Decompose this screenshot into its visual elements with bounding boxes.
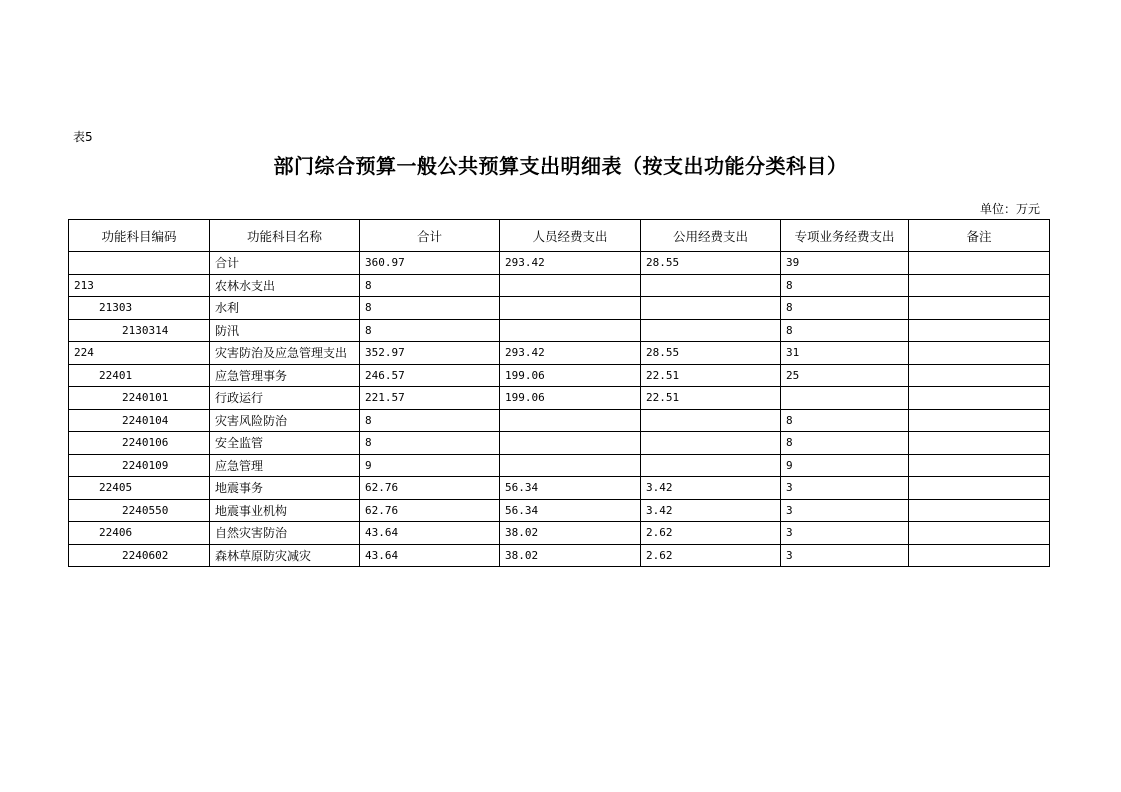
cell-public: 2.62 [641, 544, 781, 567]
cell-personnel [500, 432, 641, 455]
cell-project: 8 [781, 409, 909, 432]
cell-code: 2240602 [69, 544, 210, 567]
cell-personnel [500, 319, 641, 342]
cell-total: 43.64 [360, 522, 500, 545]
table-row [69, 477, 1050, 500]
cell-total: 8 [360, 319, 500, 342]
cell-code: 2240101 [69, 387, 210, 410]
cell-project: 39 [781, 252, 909, 275]
cell-code: 21303 [69, 297, 210, 320]
cell-code: 213 [69, 274, 210, 297]
table-header-row [69, 220, 1050, 252]
cell-public: 3.42 [641, 499, 781, 522]
cell-total: 246.57 [360, 364, 500, 387]
cell-total: 8 [360, 409, 500, 432]
table-number: 表5 [73, 130, 93, 144]
cell-note [909, 297, 1050, 320]
cell-name: 地震事务 [210, 477, 360, 500]
table-row [69, 297, 1050, 320]
cell-name: 应急管理 [210, 454, 360, 477]
cell-total: 360.97 [360, 252, 500, 275]
cell-personnel: 293.42 [500, 342, 641, 365]
cell-note [909, 409, 1050, 432]
cell-project: 31 [781, 342, 909, 365]
cell-name: 防汛 [210, 319, 360, 342]
table-row [69, 274, 1050, 297]
cell-project: 3 [781, 522, 909, 545]
cell-personnel: 293.42 [500, 252, 641, 275]
cell-project: 3 [781, 544, 909, 567]
cell-public [641, 454, 781, 477]
header-name: 功能科目名称 [210, 220, 360, 252]
cell-code: 2130314 [69, 319, 210, 342]
cell-project: 8 [781, 432, 909, 455]
cell-public [641, 319, 781, 342]
header-total: 合计 [360, 220, 500, 252]
table-row [69, 499, 1050, 522]
header-project: 专项业务经费支出 [781, 220, 909, 252]
unit-label: 单位：万元 [979, 202, 1040, 216]
cell-public: 28.55 [641, 252, 781, 275]
cell-note [909, 274, 1050, 297]
header-note: 备注 [909, 220, 1050, 252]
cell-note [909, 387, 1050, 410]
cell-personnel [500, 454, 641, 477]
cell-personnel [500, 409, 641, 432]
expenditure-detail-table [68, 219, 1050, 567]
cell-project: 3 [781, 477, 909, 500]
cell-name: 合计 [210, 252, 360, 275]
cell-project: 3 [781, 499, 909, 522]
table-row [69, 364, 1050, 387]
cell-personnel: 38.02 [500, 522, 641, 545]
cell-project [781, 387, 909, 410]
cell-public [641, 409, 781, 432]
header-code: 功能科目编码 [69, 220, 210, 252]
cell-name: 水利 [210, 297, 360, 320]
cell-total: 43.64 [360, 544, 500, 567]
cell-personnel: 199.06 [500, 387, 641, 410]
table-row [69, 319, 1050, 342]
cell-code: 22405 [69, 477, 210, 500]
cell-project: 8 [781, 274, 909, 297]
cell-code: 2240550 [69, 499, 210, 522]
cell-note [909, 522, 1050, 545]
cell-code [69, 252, 210, 275]
cell-public [641, 274, 781, 297]
cell-code: 2240109 [69, 454, 210, 477]
header-personnel: 人员经费支出 [500, 220, 641, 252]
cell-name: 应急管理事务 [210, 364, 360, 387]
table-row [69, 342, 1050, 365]
cell-note [909, 319, 1050, 342]
cell-public: 22.51 [641, 387, 781, 410]
cell-project: 25 [781, 364, 909, 387]
cell-project: 8 [781, 297, 909, 320]
cell-name: 灾害防治及应急管理支出 [210, 342, 360, 365]
page-title: 部门综合预算一般公共预算支出明细表（按支出功能分类科目） [273, 154, 848, 178]
table-row [69, 522, 1050, 545]
cell-note [909, 544, 1050, 567]
cell-total: 8 [360, 274, 500, 297]
cell-name: 森林草原防灾减灾 [210, 544, 360, 567]
cell-personnel [500, 274, 641, 297]
cell-name: 地震事业机构 [210, 499, 360, 522]
cell-code: 22401 [69, 364, 210, 387]
cell-note [909, 432, 1050, 455]
cell-total: 8 [360, 297, 500, 320]
table-row [69, 544, 1050, 567]
cell-total: 9 [360, 454, 500, 477]
cell-name: 安全监管 [210, 432, 360, 455]
cell-note [909, 499, 1050, 522]
header-public: 公用经费支出 [641, 220, 781, 252]
cell-note [909, 252, 1050, 275]
cell-name: 行政运行 [210, 387, 360, 410]
cell-code: 2240104 [69, 409, 210, 432]
cell-note [909, 342, 1050, 365]
cell-personnel [500, 297, 641, 320]
table-row [69, 252, 1050, 275]
cell-public [641, 432, 781, 455]
cell-project: 8 [781, 319, 909, 342]
cell-personnel: 56.34 [500, 477, 641, 500]
table-row [69, 454, 1050, 477]
table-row [69, 387, 1050, 410]
cell-total: 62.76 [360, 477, 500, 500]
cell-personnel: 38.02 [500, 544, 641, 567]
cell-total: 352.97 [360, 342, 500, 365]
cell-name: 自然灾害防治 [210, 522, 360, 545]
cell-code: 2240106 [69, 432, 210, 455]
cell-project: 9 [781, 454, 909, 477]
cell-name: 农林水支出 [210, 274, 360, 297]
table-row [69, 409, 1050, 432]
cell-public: 3.42 [641, 477, 781, 500]
cell-note [909, 454, 1050, 477]
cell-note [909, 477, 1050, 500]
cell-total: 8 [360, 432, 500, 455]
cell-code: 224 [69, 342, 210, 365]
cell-note [909, 364, 1050, 387]
cell-code: 22406 [69, 522, 210, 545]
cell-total: 221.57 [360, 387, 500, 410]
cell-public: 2.62 [641, 522, 781, 545]
cell-personnel: 199.06 [500, 364, 641, 387]
cell-personnel: 56.34 [500, 499, 641, 522]
table-row [69, 432, 1050, 455]
table-body [69, 252, 1050, 567]
cell-name: 灾害风险防治 [210, 409, 360, 432]
cell-public [641, 297, 781, 320]
cell-total: 62.76 [360, 499, 500, 522]
cell-public: 28.55 [641, 342, 781, 365]
cell-public: 22.51 [641, 364, 781, 387]
